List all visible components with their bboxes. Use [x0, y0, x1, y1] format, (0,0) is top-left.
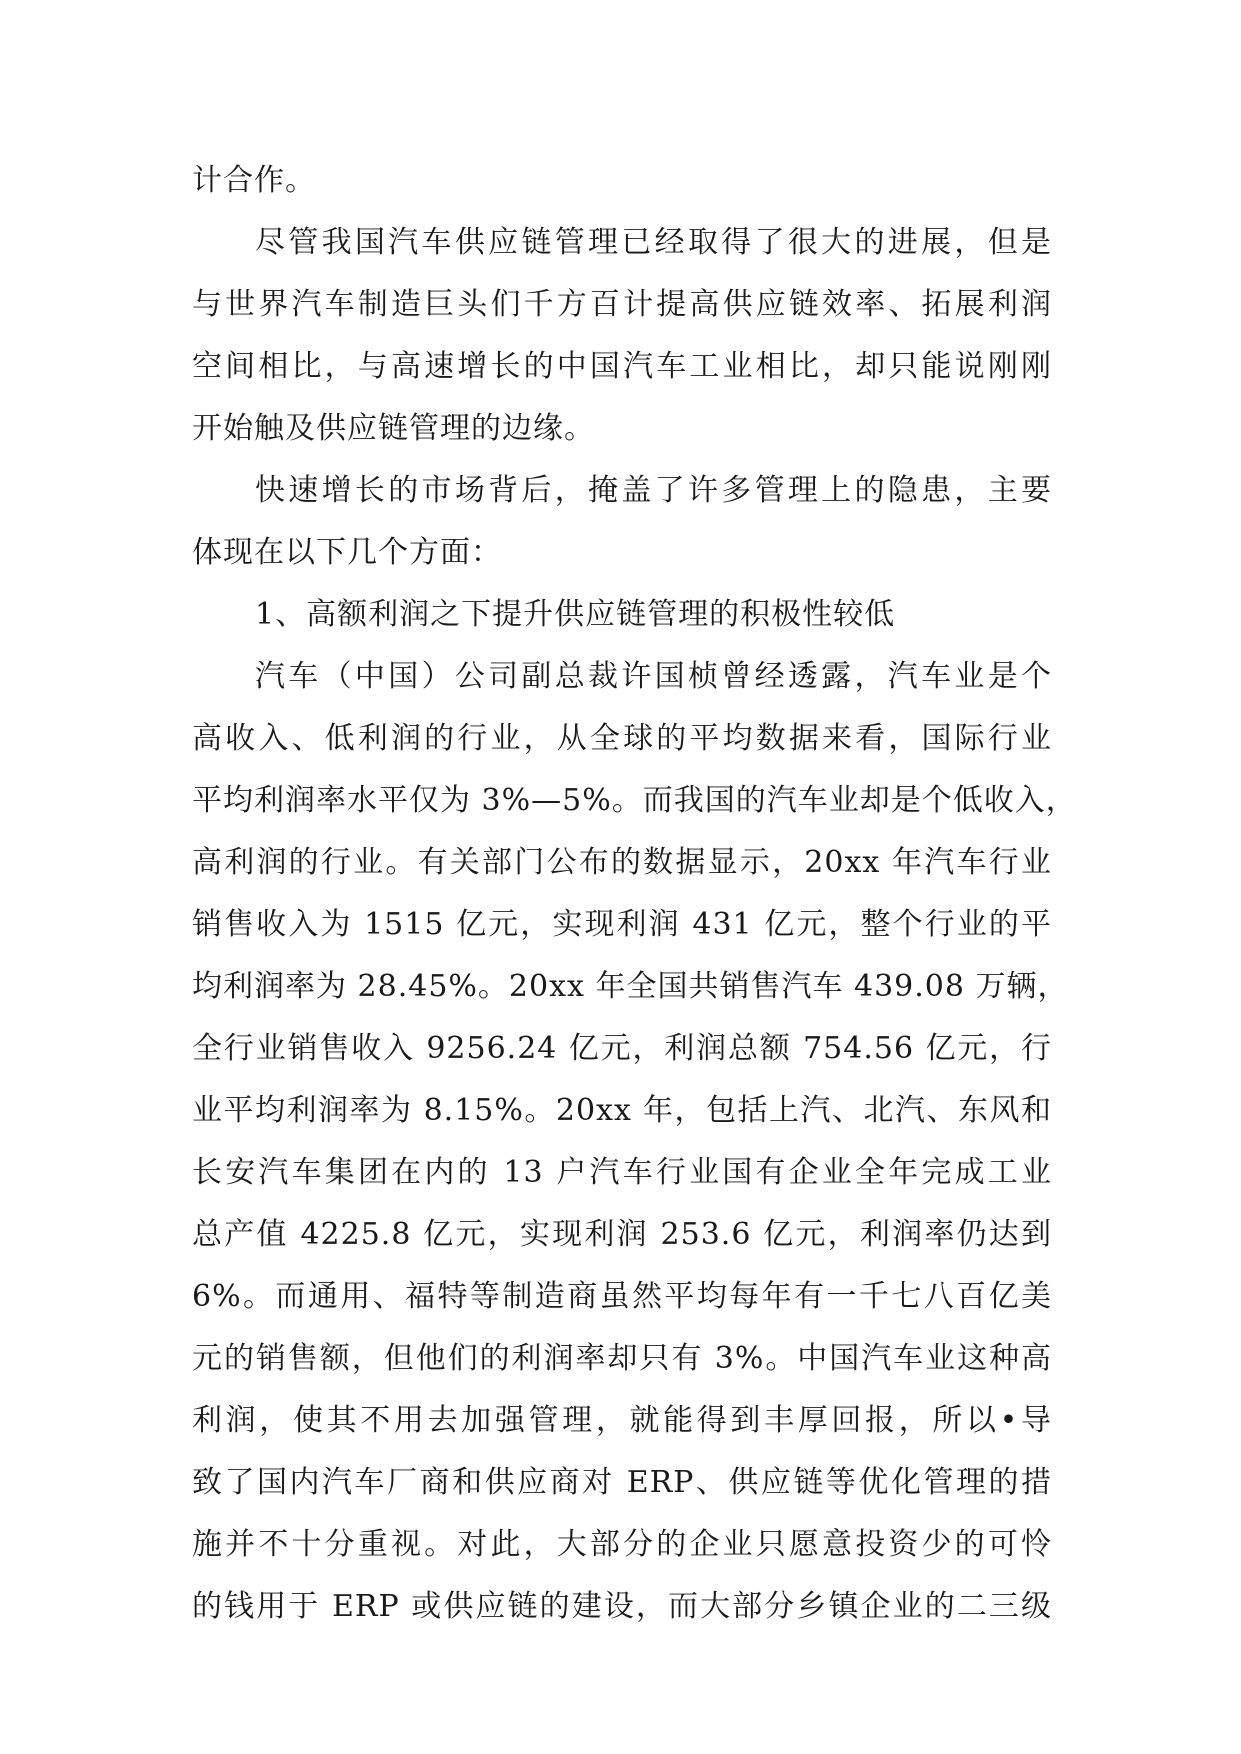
- text-line: 计合作。: [192, 163, 316, 198]
- text-line: 全行业销售收入 9256.24 亿元，利润总额 754.56 亿元，行: [192, 1031, 1052, 1066]
- section-heading: 1、高额利润之下提升供应链管理的积极性较低: [255, 597, 896, 632]
- text-line: 致了国内汽车厂商和供应商对 ERP、供应链等优化管理的措: [192, 1465, 1052, 1500]
- text-line: 高利润的行业。有关部门公布的数据显示，20xx 年汽车行业: [192, 845, 1052, 880]
- text-line: 空间相比，与高速增长的中国汽车工业相比，却只能说刚刚: [192, 349, 1052, 384]
- text-line: 元的销售额，但他们的利润率却只有 3%。中国汽车业这种高: [192, 1341, 1052, 1376]
- text-line: 利润，使其不用去加强管理，就能得到丰厚回报，所以•导: [192, 1403, 1052, 1438]
- text-line: 均利润率为 28.45%。20xx 年全国共销售汽车 439.08 万辆，: [192, 969, 1069, 1004]
- text-line: 与世界汽车制造巨头们千方百计提高供应链效率、拓展利润: [192, 287, 1052, 322]
- text-line: 施并不十分重视。对此，大部分的企业只愿意投资少的可怜: [192, 1527, 1052, 1562]
- text-line: 平均利润率水平仅为 3%—5%。而我国的汽车业却是个低收入，: [192, 783, 1077, 818]
- text-line: 汽车（中国）公司副总裁许国桢曾经透露，汽车业是个: [255, 659, 1052, 694]
- text-line: 销售收入为 1515 亿元，实现利润 431 亿元，整个行业的平: [192, 907, 1052, 942]
- text-line: 总产值 4225.8 亿元，实现利润 253.6 亿元，利润率仍达到: [192, 1217, 1052, 1252]
- text-line: 高收入、低利润的行业，从全球的平均数据来看，国际行业: [192, 721, 1052, 756]
- text-line: 业平均利润率为 8.15%。20xx 年，包括上汽、北汽、东风和: [192, 1093, 1052, 1128]
- text-line: 尽管我国汽车供应链管理已经取得了很大的进展，但是: [255, 225, 1052, 260]
- text-line: 开始触及供应链管理的边缘。: [192, 411, 595, 446]
- text-line: 体现在以下几个方面：: [192, 535, 502, 570]
- text-line: 快速增长的市场背后，掩盖了许多管理上的隐患，主要: [255, 473, 1052, 508]
- text-line: 长安汽车集团在内的 13 户汽车行业国有企业全年完成工业: [192, 1155, 1052, 1190]
- text-line: 的钱用于 ERP 或供应链的建设，而大部分乡镇企业的二三级: [192, 1589, 1052, 1624]
- document-body: [192, 150, 1077, 1638]
- text-line: 6%。而通用、福特等制造商虽然平均每年有一千七八百亿美: [192, 1279, 1052, 1314]
